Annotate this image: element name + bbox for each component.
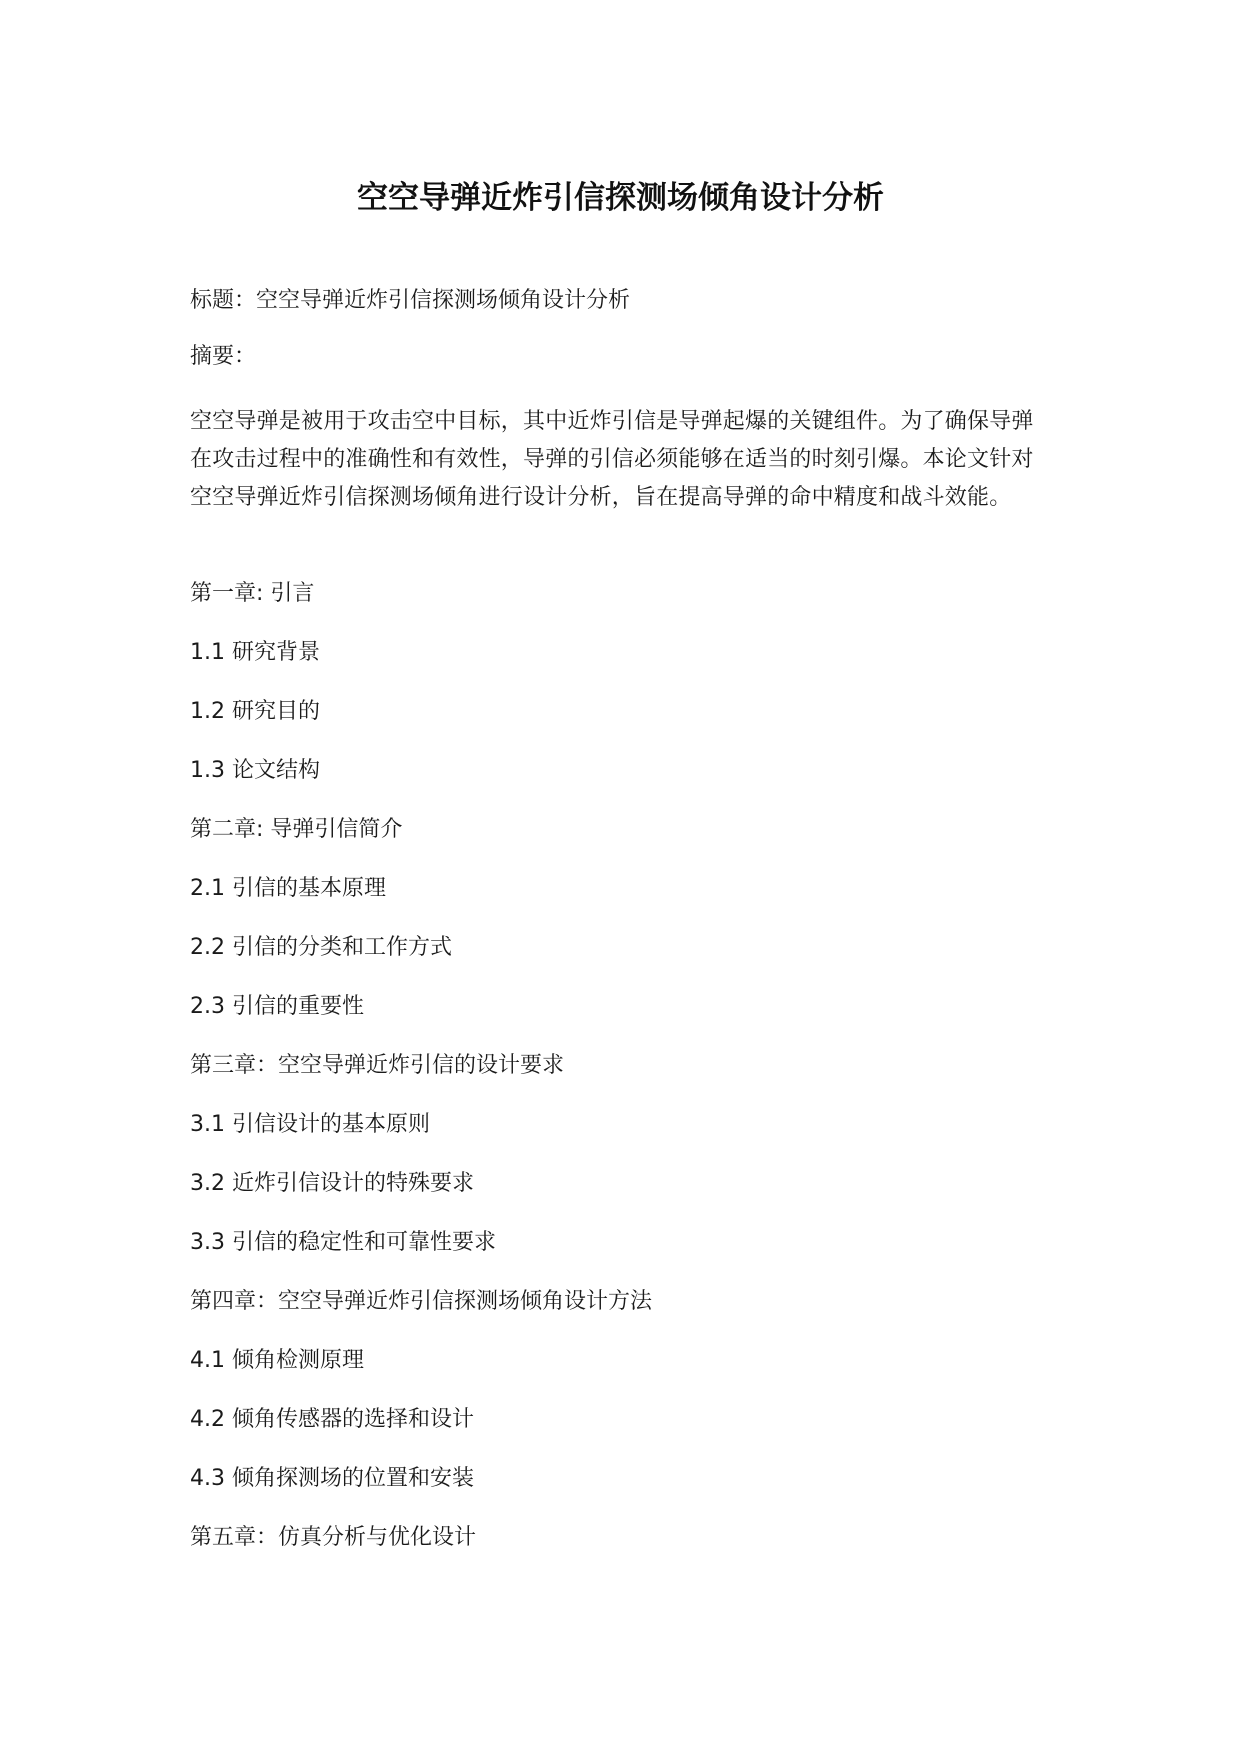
outline-section-4-1: 4.1 倾角检测原理 bbox=[190, 1348, 364, 1373]
outline-chapter-3: 第三章：空空导弹近炸引信的设计要求 bbox=[190, 1053, 565, 1078]
outline-chapter-4: 第四章：空空导弹近炸引信探测场倾角设计方法 bbox=[190, 1289, 653, 1314]
outline-section-3-1: 3.1 引信设计的基本原则 bbox=[190, 1112, 430, 1137]
outline-section-1-2: 1.2 研究目的 bbox=[190, 699, 320, 724]
subject-line: 标题：空空导弹近炸引信探测场倾角设计分析 bbox=[190, 288, 631, 313]
outline-section-2-1: 2.1 引信的基本原理 bbox=[190, 876, 386, 901]
outline-chapter-2: 第二章: 导弹引信简介 bbox=[190, 817, 403, 842]
document-title: 空空导弹近炸引信探测场倾角设计分析 bbox=[357, 180, 884, 216]
outline-chapter-5: 第五章：仿真分析与优化设计 bbox=[190, 1525, 477, 1550]
outline-section-1-1: 1.1 研究背景 bbox=[190, 640, 320, 665]
abstract-label: 摘要： bbox=[190, 344, 257, 369]
outline-section-2-3: 2.3 引信的重要性 bbox=[190, 994, 364, 1019]
outline-section-4-3: 4.3 倾角探测场的位置和安装 bbox=[190, 1466, 474, 1491]
abstract-paragraph: 空空导弹是被用于攻击空中目标，其中近炸引信是导弹起爆的关键组件。为了确保导弹在攻击过程中的准确性和有效性，导弹的引信必须能够在适当的时刻引爆。本论文针对空空导弹近炸引信探测场倾角进行设计分析，旨在提高导弹的命中精度和战斗效能。 bbox=[190, 409, 1034, 510]
outline-section-1-3: 1.3 论文结构 bbox=[190, 758, 320, 783]
outline-chapter-1: 第一章: 引言 bbox=[190, 581, 315, 606]
outline-section-4-2: 4.2 倾角传感器的选择和设计 bbox=[190, 1407, 474, 1432]
outline-section-3-3: 3.3 引信的稳定性和可靠性要求 bbox=[190, 1230, 496, 1255]
outline-section-2-2: 2.2 引信的分类和工作方式 bbox=[190, 935, 452, 960]
outline-section-3-2: 3.2 近炸引信设计的特殊要求 bbox=[190, 1171, 474, 1196]
